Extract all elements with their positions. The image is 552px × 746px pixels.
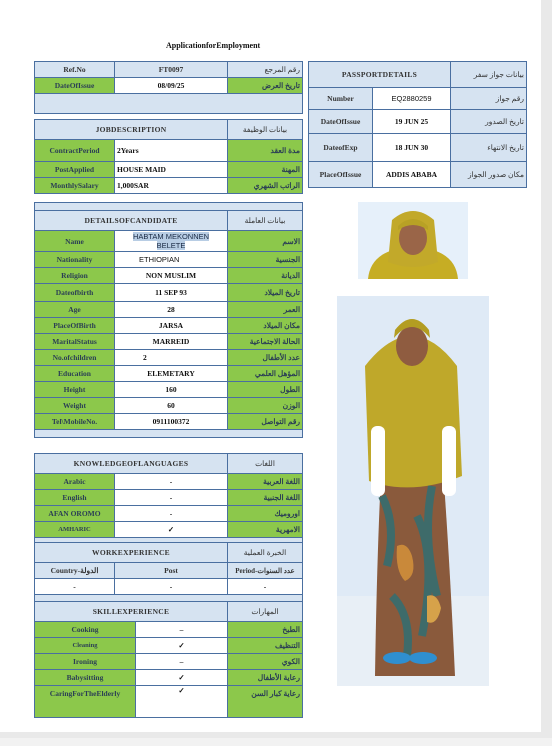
contract-period-label: ContractPeriod (35, 140, 115, 162)
ironing-value: – (136, 654, 228, 670)
nationality-value: ETHIOPIAN (115, 252, 228, 268)
place-of-birth-label: PlaceOfBirth (35, 318, 115, 334)
languages-header-arabic: اللغات (228, 454, 303, 474)
afan-oromo-arabic: اوروميك (228, 506, 303, 522)
skills-header: SKILLEXPERIENCE (35, 602, 228, 622)
full-length-photo (337, 296, 489, 686)
education-label: Education (35, 366, 115, 382)
blank-row (35, 94, 303, 114)
english-value: - (115, 490, 228, 506)
passport-doi-label: DateOfIssue (309, 110, 373, 134)
amharic-value: ✓ (115, 522, 228, 538)
post-applied-arabic: المهنة (228, 162, 303, 178)
age-value: 28 (115, 302, 228, 318)
height-label: Height (35, 382, 115, 398)
languages-table (34, 453, 303, 548)
nationality-arabic: الجنسية (228, 252, 303, 268)
religion-label: Religion (35, 268, 115, 284)
education-value: ELEMETARY (115, 366, 228, 382)
ironing-arabic: الكوي (228, 654, 303, 670)
amharic-label: AMHARIC (35, 522, 115, 538)
weight-value: 60 (115, 398, 228, 414)
page-bottom-strip (0, 738, 552, 746)
country-column: Country-الدولة (35, 563, 115, 579)
refno-label: Ref.No (35, 62, 115, 78)
cleaning-label: Cleaning (35, 638, 136, 654)
spacer-row (35, 203, 303, 211)
cleaning-arabic: التنظيف (228, 638, 303, 654)
job-header: JOBDESCRIPTION (35, 120, 228, 140)
spacer-row (35, 430, 303, 438)
weight-arabic: الوزن (228, 398, 303, 414)
passport-table (308, 61, 527, 188)
skills-header-arabic: المهارات (228, 602, 303, 622)
education-arabic: المؤهل العلمي (228, 366, 303, 382)
place-of-issue-value: ADDIS ABABA (373, 162, 451, 188)
place-of-birth-value: JARSA (115, 318, 228, 334)
english-label: English (35, 490, 115, 506)
weight-label: Weight (35, 398, 115, 414)
arabic-arabic: اللغة العربية (228, 474, 303, 490)
refno-arabic: رقم المرجع (228, 62, 303, 78)
passport-header: PASSPORTDETAILS (309, 62, 451, 88)
work-header-arabic: الخبرة العملية (228, 543, 303, 563)
arabic-value: - (115, 474, 228, 490)
candidate-header-arabic: بيانات العاملة (228, 211, 303, 231)
height-arabic: الطول (228, 382, 303, 398)
monthly-salary-arabic: الراتب الشهري (228, 178, 303, 194)
marital-status-value: MARREID (115, 334, 228, 350)
age-label: Age (35, 302, 115, 318)
mobile-label: Tel\MobileNo. (35, 414, 115, 430)
marital-status-arabic: الحالة الاجتماعية (228, 334, 303, 350)
name-arabic: الاسم (228, 231, 303, 252)
monthly-salary-label: MonthlySalary (35, 178, 115, 194)
arabic-label: Arabic (35, 474, 115, 490)
afan-oromo-value: - (115, 506, 228, 522)
dob-arabic: تاريخ الميلاد (228, 284, 303, 302)
children-value: 2 (115, 350, 228, 366)
work-period-value: - (228, 579, 303, 595)
doi-label: DateOfIssue (35, 78, 115, 94)
post-applied-value: HOUSE MAID (115, 162, 228, 178)
candidate-header: DETAILSOFCANDIDATE (35, 211, 228, 231)
babysitting-label: Babysitting (35, 670, 136, 686)
refno-value: FT0097 (115, 62, 228, 78)
cleaning-value: ✓ (136, 638, 228, 654)
passport-header-arabic: بيانات جواز سفر (451, 62, 527, 88)
passport-number-arabic: رقم جواز (451, 88, 527, 110)
contract-period-value: 2Years (115, 140, 228, 162)
work-header: WORKEXPERIENCE (35, 543, 228, 563)
period-column: Period-عدد السنوات (228, 563, 303, 579)
passport-doi-value: 19 JUN 25 (373, 110, 451, 134)
skills-table (34, 601, 303, 718)
marital-status-label: MaritalStatus (35, 334, 115, 350)
post-column: Post (115, 563, 228, 579)
passport-exp-arabic: تاريخ الانتهاء (451, 134, 527, 162)
contract-period-arabic: مدة العقد (228, 140, 303, 162)
dob-label: Dateofbirth (35, 284, 115, 302)
mobile-value: 0911100372 (115, 414, 228, 430)
elderly-care-arabic: رعاية كبار السن (228, 686, 303, 718)
name-value: HABTAM MEKONNEN BELETE (132, 232, 210, 250)
passport-number-value: EQ2880259 (373, 88, 451, 110)
ironing-label: Ironing (35, 654, 136, 670)
job-description-table (34, 119, 303, 194)
work-experience-table (34, 542, 303, 605)
place-of-issue-label: PlaceOfIssue (309, 162, 373, 188)
place-of-issue-arabic: مكان صدور الجواز (451, 162, 527, 188)
name-label: Name (35, 231, 115, 252)
job-header-arabic: بيانات الوظيفة (228, 120, 303, 140)
babysitting-value: ✓ (136, 670, 228, 686)
dob-value: 11 SEP 93 (115, 284, 228, 302)
page-title: ApplicationforEmployment (166, 41, 261, 50)
babysitting-arabic: رعاية الأطفال (228, 670, 303, 686)
children-label: No.ofchildren (35, 350, 115, 366)
elderly-care-label: CaringForTheElderly (35, 686, 136, 718)
cooking-value: – (136, 622, 228, 638)
cooking-arabic: الطبخ (228, 622, 303, 638)
nationality-label: Nationality (35, 252, 115, 268)
passport-number-label: Number (309, 88, 373, 110)
place-of-birth-arabic: مكان الميلاد (228, 318, 303, 334)
post-applied-label: PostApplied (35, 162, 115, 178)
cooking-label: Cooking (35, 622, 136, 638)
afan-oromo-label: AFAN OROMO (35, 506, 115, 522)
work-country-value: - (35, 579, 115, 595)
elderly-care-value: ✓ (136, 686, 228, 718)
passport-exp-label: DateofExp (309, 134, 373, 162)
amharic-arabic: الامهرية (228, 522, 303, 538)
religion-arabic: الديانة (228, 268, 303, 284)
english-arabic: اللغة الجنبية (228, 490, 303, 506)
children-arabic: عدد الأطفال (228, 350, 303, 366)
doi-value: 08/09/25 (115, 78, 228, 94)
religion-value: NON MUSLIM (115, 268, 228, 284)
reference-table (34, 61, 303, 114)
work-post-value: - (115, 579, 228, 595)
age-arabic: العمر (228, 302, 303, 318)
candidate-table (34, 202, 303, 438)
passport-photo (358, 202, 468, 279)
height-value: 160 (115, 382, 228, 398)
monthly-salary-value: 1,000SAR (115, 178, 228, 194)
mobile-arabic: رقم التواصل (228, 414, 303, 430)
passport-exp-value: 18 JUN 30 (373, 134, 451, 162)
doi-arabic: تاريخ العرض (228, 78, 303, 94)
languages-header: KNOWLEDGEOFLANGUAGES (35, 454, 228, 474)
passport-doi-arabic: تاريخ الصدور (451, 110, 527, 134)
